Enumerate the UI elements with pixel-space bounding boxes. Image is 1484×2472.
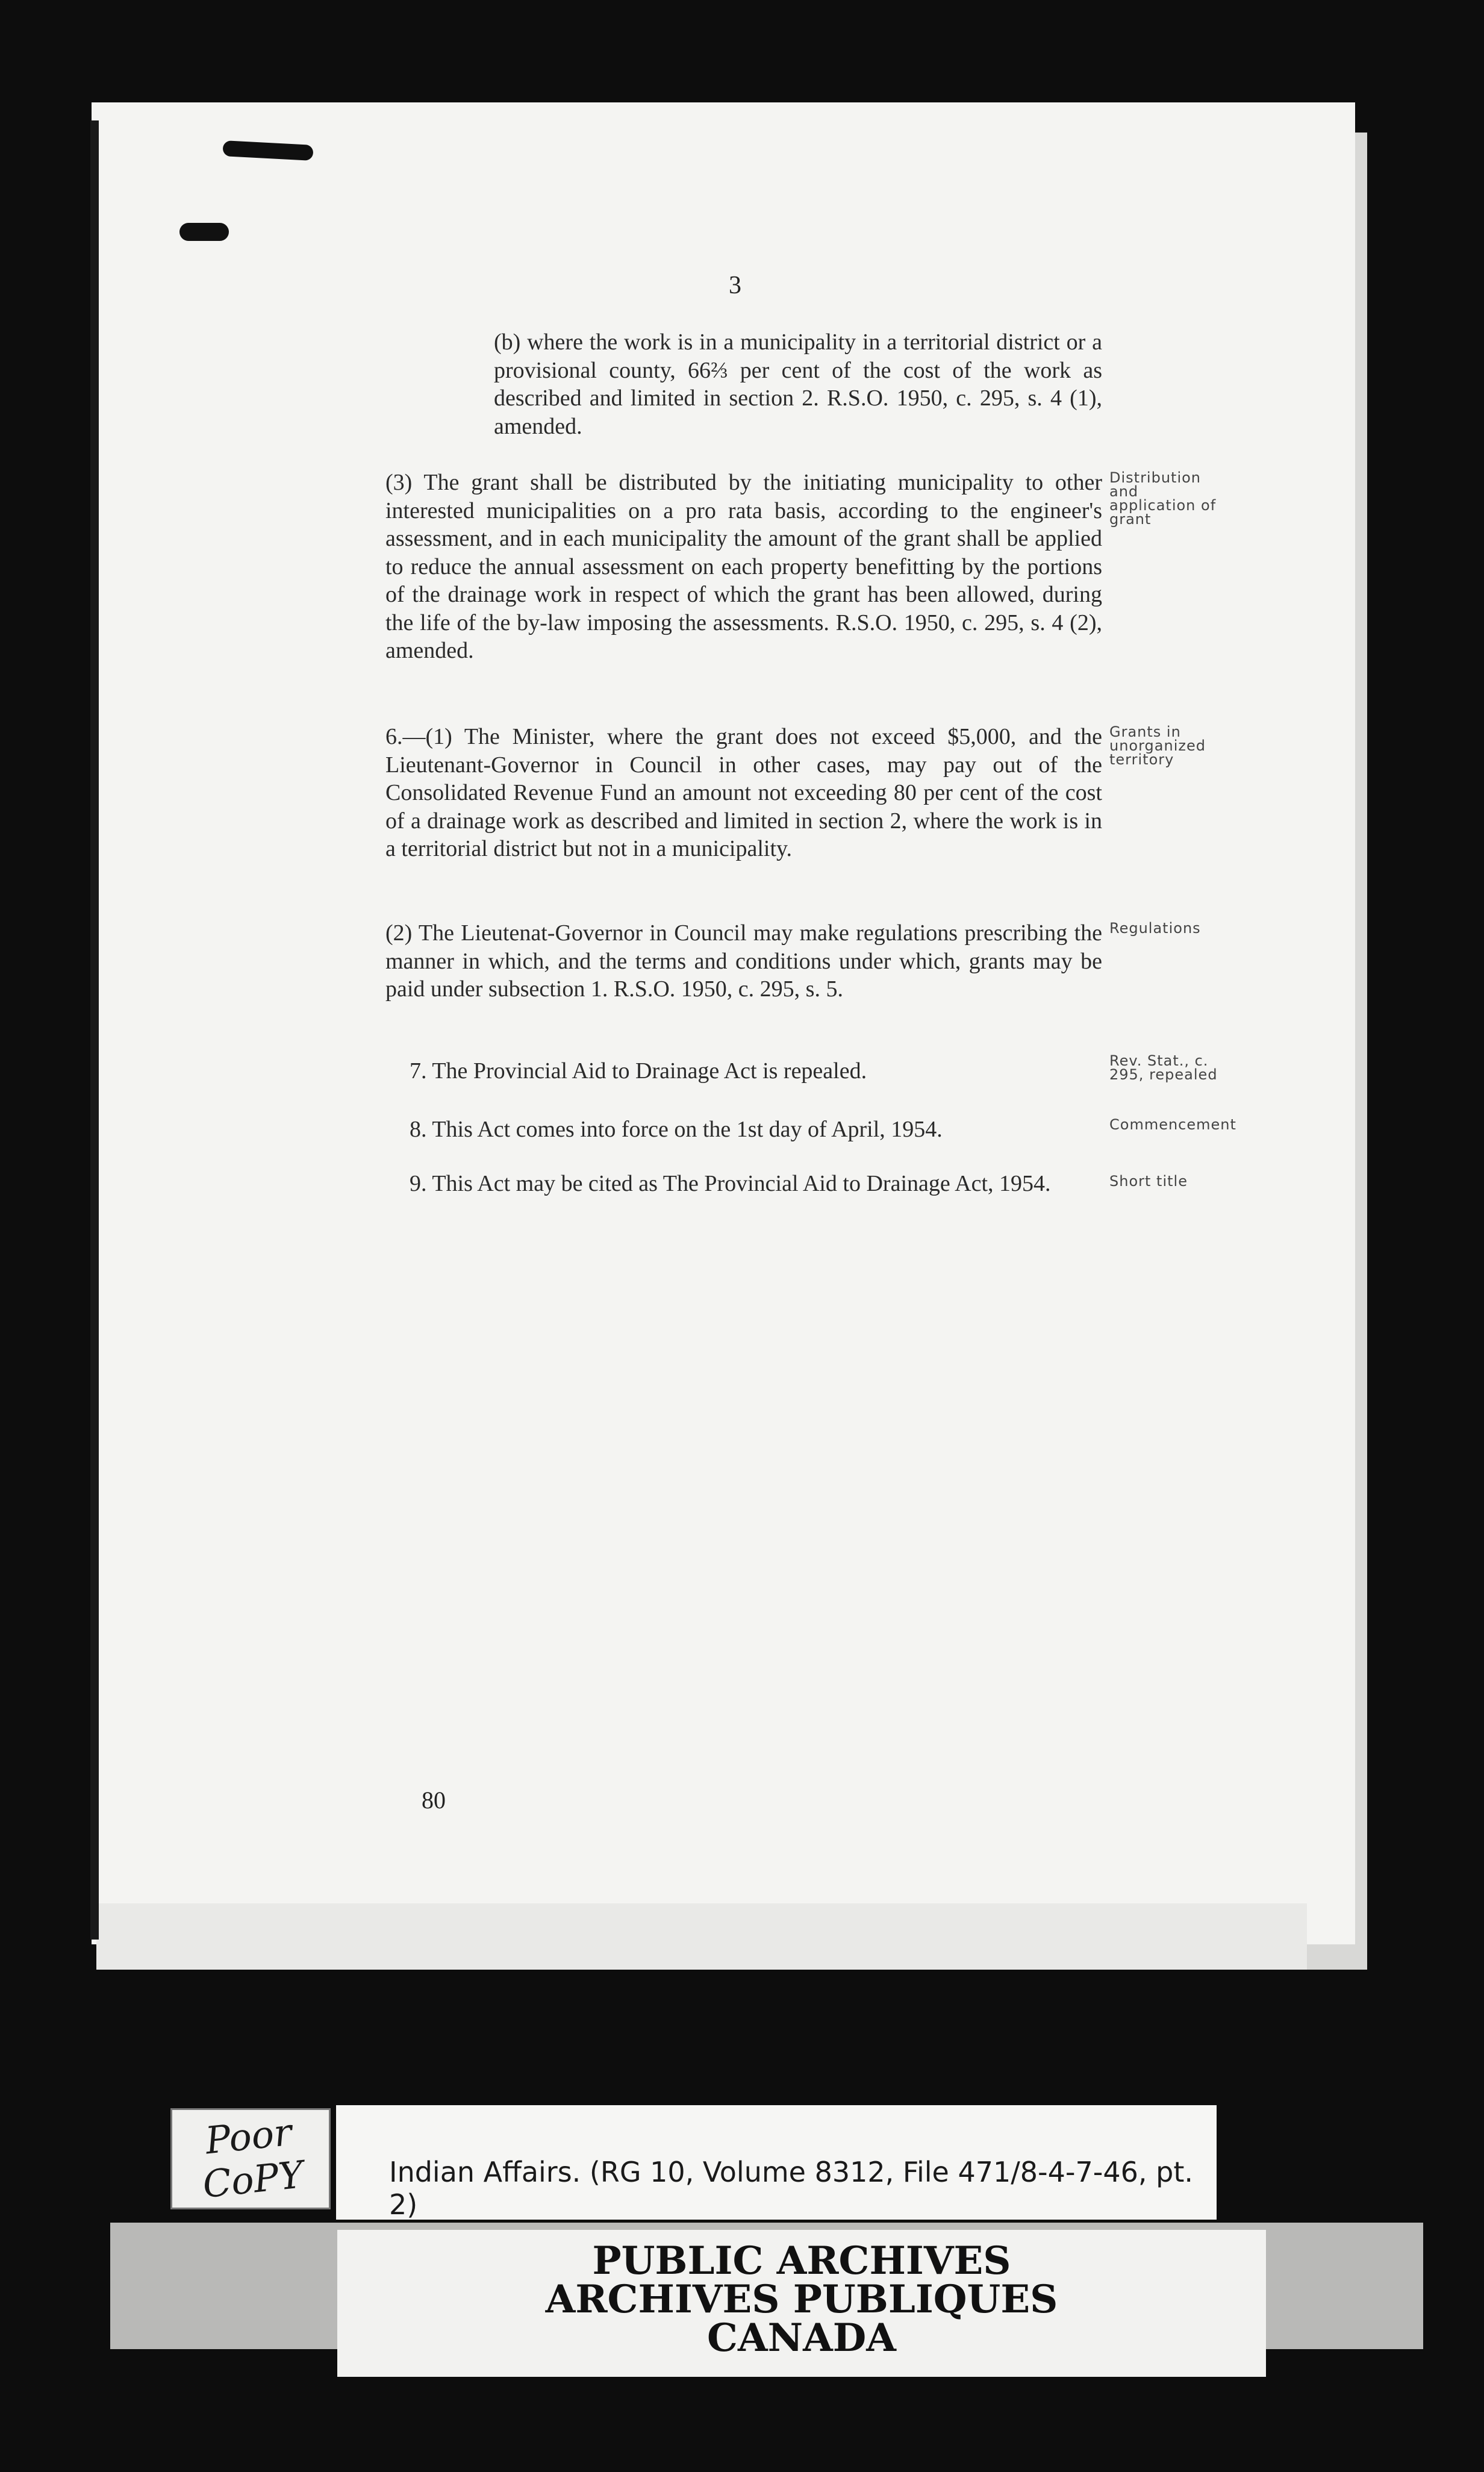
ink-smudge bbox=[179, 223, 229, 241]
section-8: 8. This Act comes into force on the 1st day of April, 1954. bbox=[410, 1117, 943, 1142]
page-left-edge bbox=[90, 120, 99, 1940]
archives-stamp-text bbox=[337, 2238, 1266, 2361]
archives-stamp bbox=[337, 2230, 1266, 2377]
marginal-note-short-title: Short title bbox=[1109, 1173, 1188, 1190]
poor-copy-text: Poor CoPY bbox=[201, 2109, 306, 2207]
marginal-note-distribution: Distribution and application of grant bbox=[1109, 469, 1217, 528]
archives-line-1: PUBLIC ARCHIVES bbox=[592, 2238, 1011, 2283]
section-9: 9. This Act may be cited as The Provincial Aid to Drainage Act, 1954. bbox=[410, 1171, 1051, 1196]
page-number: 3 bbox=[729, 272, 741, 299]
paragraph-6-2: (2) The Lieutenat-Governor in Council may make regulations prescribing the manner in which, and the terms and conditions under which, grants may be paid under subsection 1. R.S.O. 1950, c. 295, s. 5. bbox=[385, 920, 1102, 1002]
file-reference-label bbox=[336, 2105, 1217, 2220]
section-7: 7. The Provincial Aid to Drainage Act is repealed. bbox=[410, 1058, 867, 1084]
page-bottom-edge bbox=[96, 1903, 1307, 1970]
marginal-note-grants-unorganized: Grants in unorganized territory bbox=[1109, 723, 1206, 768]
archives-line-2: ARCHIVES PUBLIQUES bbox=[545, 2277, 1058, 2322]
marginal-note-commencement: Commencement bbox=[1109, 1116, 1236, 1133]
marginal-note-regulations: Regulations bbox=[1109, 920, 1201, 937]
archives-line-3: CANADA bbox=[707, 2315, 896, 2361]
poor-copy-stamp bbox=[170, 2108, 331, 2209]
footer-number: 80 bbox=[422, 1787, 446, 1814]
marginal-note-repealed: Rev. Stat., c. 295, repealed bbox=[1109, 1052, 1218, 1083]
paragraph-4-3: (3) The grant shall be distributed by the initiating municipality to other interested municipalities on a pro rata basis, according to the engineer's assessment, and in each municipality the amount of the grant shall be applied to reduce the annual assessment on each property benefitting by the portions of the drainage work in respect of which the grant has been allowed, during the life of the by-law imposing the assessments. R.S.O. 1950, c. 295, s. 4 (2), amended. bbox=[385, 470, 1102, 663]
paragraph-4-2-b: (b) where the work is in a municipality in a territorial district or a provisional county, 66⅔ per cent of the cost of the work as described and limited in section 2. R.S.O. 1950, c. 295, s. 4 (1), amended. bbox=[494, 329, 1102, 439]
file-reference-text: Indian Affairs. (RG 10, Volume 8312, File 471/8-4-7-46, pt. 2) bbox=[389, 2156, 1194, 2221]
paragraph-6-1: 6.—(1) The Minister, where the grant does not exceed $5,000, and the Lieutenant-Governor in Council in other cases, may pay out of the Consolidated Revenue Fund an amount not exceeding 80 per cent of the cost of a drainage work as described and limited in section 2, where the work is in a territorial district but not in a municipality. bbox=[385, 724, 1102, 861]
